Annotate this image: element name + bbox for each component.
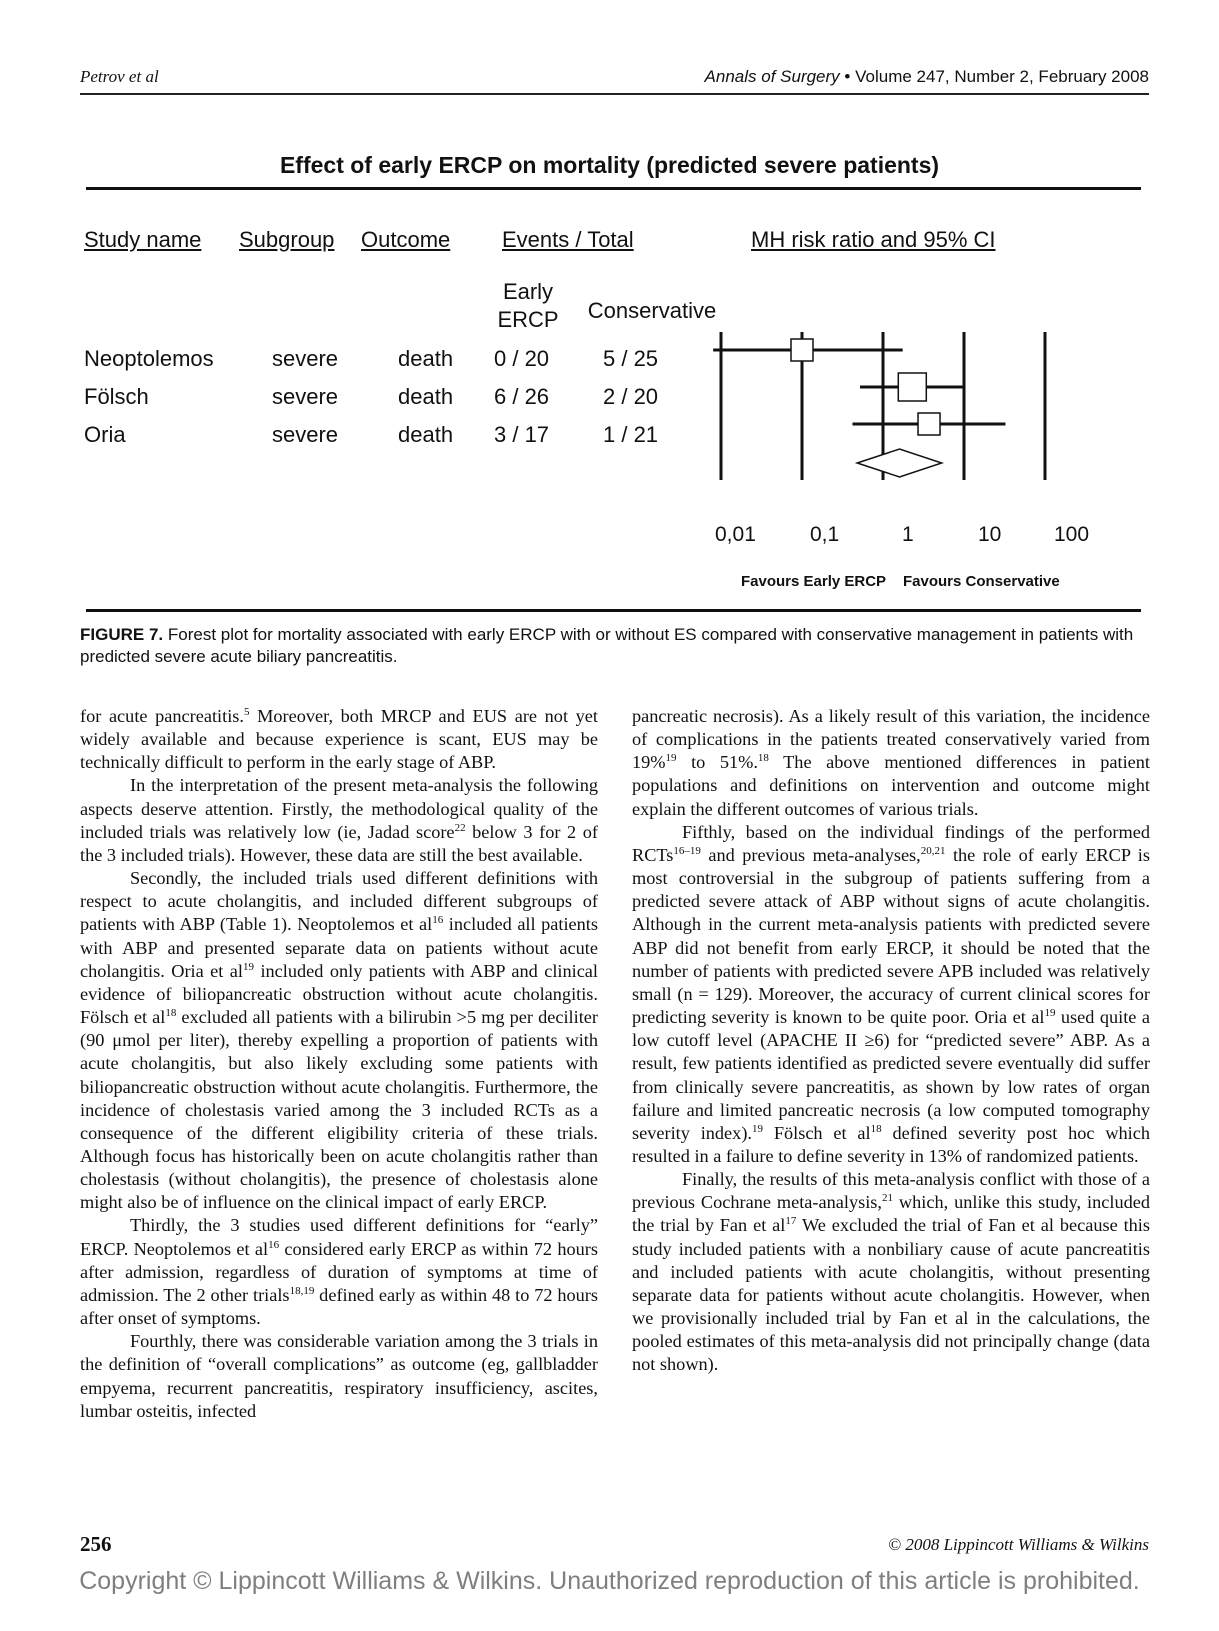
study-conservative-events: 1 / 21: [603, 422, 659, 447]
paragraph: Finally, the results of this meta-analysis conflict with those of a previous Cochrane meta-analysis,$^{21}$ which, unlike this study, included the trial by Fan et $al^{17}$ We excluded the trial of Fan et al because this study included patients with a nonbiliary cause of acute pancreatitis and included patients with acute cholangitis, without presenting separate data for patients without acute cholangitis. However, when we provisionally included trial by Fan et al in the calculations, the pooled estimates of this meta-analysis did not principally change (data not shown).: [632, 1169, 1151, 1375]
study-early-events: 3 / 17: [494, 422, 550, 447]
axis-tick-label: 0,01: [715, 523, 756, 546]
subhead-early-ercp: Early ERCP: [497, 279, 559, 332]
study-name: Neoptolemos: [84, 346, 214, 371]
running-header-journal: [705, 67, 1149, 87]
col-head-outcome: Outcome: [361, 227, 451, 252]
figure-rule-bottom: [86, 609, 1141, 612]
paragraph: Thirdly, the 3 studies used different definitions for “early” ERCP. Neoptolemos et $al^{16}$ considered early ERCP as within 72 hours after admission, regardless of duration of symptoms at time of admission. The 2 other trials$^{18,19}$ defined early as within 48 to 72 hours after onset of symptoms.: [80, 1215, 598, 1329]
subhead-conservative: Conservative: [587, 298, 717, 323]
study-name: Fölsch: [84, 384, 149, 409]
study-conservative-events: 5 / 25: [603, 346, 659, 371]
study-conservative-events: 2 / 20: [603, 384, 659, 409]
paragraph: In the interpretation of the present meta-analysis the following aspects deserve attention. Firstly, the methodological quality of the included trials was relatively low (ie, Jadad score$^{22}$ below 3 for 2 of the 3 included trials). However, these data are still the best available.: [80, 775, 599, 865]
study-early-events: 0 / 20: [494, 346, 550, 371]
header-rule: [80, 93, 1149, 95]
running-header-author: Petrov et al: [80, 67, 159, 86]
study-subgroup: severe: [272, 422, 339, 447]
paragraph: for acute pancreatitis.$^5$ Moreover, both MRCP and EUS are not yet widely available and because experience is scant, EUS may be technically difficult to perform in the early stage of ABP.: [80, 706, 598, 773]
copyright-notice: Copyright © Lippincott Williams & Wilkins. Unauthorized reproduction of this article is prohibited.: [79, 1567, 1140, 1595]
paragraph: Secondly, the included trials used different definitions with respect to acute cholangitis, and included different subgroups of patients with ABP (Table 1). Neoptolemos et $al^{16}$ included all patients with ABP and presented separate data on patients without acute cholangitis. Oria et $al^{19}$ included only patients with ABP and clinical evidence of biliopancreatic obstruction without acute cholangitis. Fölsch et $al^{18}$ excluded all patients with a bilirubin >5 mg per deciliter (90 μmol per liter), thereby expelling a proportion of patients with acute cholangitis, but also likely excluding some patients with biliopancreatic obstruction without acute cholangitis. Furthermore, the incidence of cholestasis varied among the 3 included RCTs as a consequence of the different eligibility criteria of these trials. Although focus has historically been on acute cholangitis rather than cholestasis (without cholangitis), the presence of cholestasis alone might also be of influence on the clinical impact of early ERCP.: [80, 868, 599, 1213]
figure-caption: [80, 624, 1150, 668]
study-subgroup: severe: [272, 346, 339, 371]
col-head-subgroup: Subgroup: [239, 227, 335, 252]
axis-tick-label: 0,1: [810, 523, 840, 546]
paragraph: Fifthly, based on the individual findings of the performed RCTs$^{16-19}$ and previous meta-analyses,$^{20,21}$ the role of early ERCP is most controversial in the subgroup of patients suffering from a predicted severe attack of ABP without signs of acute cholangitis. Although in the current meta-analysis patients with predicted severe ABP did not benefit from early ERCP, it should be noted that the number of patients with predicted severe APB included was relatively small (n = 129). Moreover, the accuracy of current clinical scores for predicting severity is known to be quite poor. Oria et $al^{19}$ used quite a low cutoff level (APACHE II ≥6) for “predicted severe” ABP. As a result, few patients identified as predicted severe eventually did suffer from clinically severe pancreatitis, as shown by low rates of organ failure and limited pancreatic necrosis (a low computed tomography severity index).$^{19}$ Fölsch et $al^{18}$ defined severity post hoc which resulted in a failure to define severity in 13% of randomized patients.: [632, 821, 1151, 1166]
header-separator: •: [844, 67, 851, 86]
body-column-left: [80, 705, 598, 1423]
favours-conservative-label: Favours Conservative: [903, 573, 1060, 590]
study-early-events: 6 / 26: [494, 384, 550, 409]
forest-plot: [700, 330, 1120, 510]
body-column-right: [632, 705, 1150, 1377]
page-number: 256: [80, 1532, 112, 1556]
col-head-riskratio: MH risk ratio and 95% CI: [751, 227, 996, 252]
study-effect-square: [898, 373, 926, 401]
pooled-effect-diamond: [857, 449, 941, 477]
study-outcome: death: [398, 384, 454, 409]
figure-title: Effect of early ERCP on mortality (predicted severe patients): [279, 152, 940, 178]
study-outcome: death: [398, 346, 454, 371]
study-name: Oria: [84, 422, 126, 447]
axis-tick-label: 100: [1054, 523, 1090, 546]
study-outcome: death: [398, 422, 454, 447]
footer-copyright: © 2008 Lippincott Williams & Wilkins: [888, 1535, 1149, 1554]
col-head-study: Study name: [84, 227, 202, 252]
axis-tick-label: 1: [902, 523, 914, 546]
figure-rule-top: [86, 187, 1141, 190]
study-subgroup: severe: [272, 384, 339, 409]
axis-tick-label: 10: [978, 523, 1002, 546]
col-head-events: Events / Total: [502, 227, 634, 252]
study-effect-square: [791, 339, 813, 361]
journal-volume: Volume 247, Number 2, February 2008: [855, 67, 1149, 86]
favours-early-label: Favours Early ERCP: [741, 573, 887, 590]
paragraph: Fourthly, there was considerable variation among the 3 trials in the definition of “overall complications” as outcome (eg, gallbladder empyema, recurrent pancreatitis, respiratory insufficiency, ascites, lumbar osteitis, infected: [80, 1331, 598, 1421]
study-effect-square: [918, 413, 940, 435]
caption-text: Forest plot for mortality associated with early ERCP with or without ES compared with conservative management in patients with predicted severe acute biliary pancreatitis.: [80, 625, 1134, 666]
caption-label: FIGURE 7.: [80, 625, 164, 644]
paragraph: pancreatic necrosis). As a likely result of this variation, the incidence of complications in the patients treated conservatively varied from 19%$^{19}$ to 51%.$^{18}$ The above mentioned differences in patient populations and definitions on intervention and outcome might explain the different outcomes of various trials.: [632, 706, 1150, 819]
journal-name: Annals of Surgery: [704, 67, 840, 86]
